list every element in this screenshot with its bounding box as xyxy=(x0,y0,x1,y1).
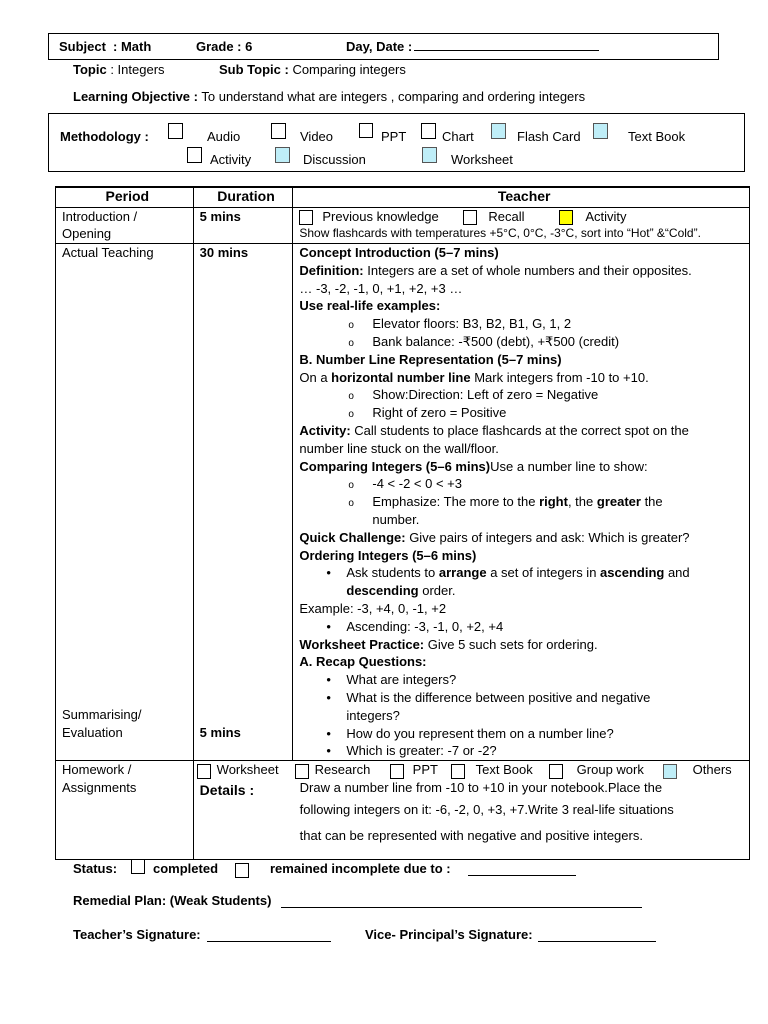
number-line-text: On a horizontal number line Mark integers from -10 to +10. xyxy=(299,369,649,385)
list-item-continuation: number. xyxy=(372,512,420,528)
hw-option-text-book: Text Book xyxy=(475,762,533,778)
checkbox-hw-text-book[interactable] xyxy=(451,764,465,779)
list-item: • What are integers? xyxy=(326,672,457,688)
date-input-line[interactable] xyxy=(414,36,599,51)
check-activity: Activity xyxy=(585,208,627,224)
list-item: o Show:Direction: Left of zero = Negative xyxy=(348,387,599,403)
checkbox-flash-card[interactable] xyxy=(491,123,506,139)
teacher-signature-line[interactable] xyxy=(207,928,331,942)
hw-option-worksheet: Worksheet xyxy=(216,762,279,778)
checkbox-hw-others[interactable] xyxy=(663,764,677,779)
list-item: o Bank balance: -₹500 (debt), +₹500 (credit) xyxy=(348,334,620,350)
definition-text: Integers are a set of whole numbers and their opposites. xyxy=(363,262,692,278)
recap-heading: A. Recap Questions: xyxy=(299,654,427,670)
methodology-label: Methodology : xyxy=(60,129,149,144)
list-item: o Elevator floors: B3, B2, B1, G, 1, 2 xyxy=(348,316,572,332)
table-row-teaching xyxy=(56,244,750,761)
checkbox-hw-group-work[interactable] xyxy=(549,764,563,779)
table-row-intro xyxy=(56,207,750,244)
list-item-text: Elevator floors: B3, B2, B1, G, 1, 2 xyxy=(372,316,572,332)
teacher-signature-label: Teacher’s Signature: xyxy=(73,927,201,942)
list-item-continuation: descending order. xyxy=(346,583,456,599)
summary-period xyxy=(62,706,141,742)
objective-value-2: , comparing and ordering integers xyxy=(390,89,586,104)
checkbox-hw-worksheet[interactable] xyxy=(197,764,211,779)
intro-checks xyxy=(299,208,749,226)
checkbox-incomplete[interactable] xyxy=(235,863,249,878)
vp-signature-label: Vice- Principal’s Signature: xyxy=(365,927,533,942)
summary-duration: 5 mins xyxy=(199,725,241,741)
list-item-text: -4 < -2 < 0 < +3 xyxy=(372,476,462,492)
remedial-line[interactable] xyxy=(281,894,642,908)
list-item-text: Right of zero = Positive xyxy=(372,405,507,421)
details-label: Details : xyxy=(199,782,255,799)
table-header-row xyxy=(56,187,750,207)
option-activity: Activity xyxy=(210,152,252,167)
vp-signature-line[interactable] xyxy=(538,928,656,942)
header-period: Period xyxy=(56,187,194,207)
intro-duration: 5 mins xyxy=(199,208,241,224)
header-box xyxy=(48,33,719,60)
status-incomplete: remained incomplete due to : xyxy=(270,861,451,876)
header-teacher: Teacher xyxy=(293,187,750,207)
option-text-book: Text Book xyxy=(628,129,686,144)
teaching-period: Actual Teaching xyxy=(62,245,154,261)
lesson-plan-table xyxy=(55,186,750,860)
objective-label: Learning Objective : xyxy=(73,89,198,104)
activity-line: Activity: Call students to place flashcards at the correct spot on the xyxy=(299,423,689,439)
checkbox-worksheet[interactable] xyxy=(422,147,437,163)
option-worksheet: Worksheet xyxy=(451,152,513,167)
hw-option-ppt: PPT xyxy=(412,762,438,778)
activity-line-2: number line stuck on the wall/floor. xyxy=(299,440,499,456)
checkbox-text-book[interactable] xyxy=(593,123,608,139)
topic-row xyxy=(73,62,165,77)
status-completed: completed xyxy=(153,861,219,876)
summary-period-2: Evaluation xyxy=(62,724,123,740)
hw-option-group-work: Group work xyxy=(576,762,644,778)
list-item: • What is the difference between positive and negative xyxy=(326,690,651,706)
intro-period-1: Introduction / xyxy=(62,208,138,224)
status-label: Status: xyxy=(73,861,118,876)
concept-intro-heading: Concept Introduction (5–7 mins) xyxy=(299,245,499,261)
number-line-heading: B. Number Line Representation (5–7 mins) xyxy=(299,351,562,367)
intro-period-2: Opening xyxy=(62,226,112,242)
summary-period-1: Summarising/ xyxy=(62,707,142,723)
check-recall: Recall xyxy=(488,208,525,224)
quick-challenge: Quick Challenge: Give pairs of integers and ask: Which is greater? xyxy=(299,529,690,545)
homework-details xyxy=(300,779,674,849)
homework-options xyxy=(194,761,749,779)
remedial-label: Remedial Plan: (Weak Students) xyxy=(73,893,272,908)
methodology-box xyxy=(48,113,745,172)
homework-detail-1: Draw a number line from -10 to +10 in your notebook.Place the xyxy=(299,780,663,796)
hw-option-others: Others xyxy=(692,762,732,778)
list-item-text: Bank balance: -₹500 (debt), +₹500 (credit) xyxy=(372,334,620,350)
homework-detail-3: that can be represented with negative and positive integers. xyxy=(299,828,643,844)
option-discussion: Discussion xyxy=(303,152,366,167)
incomplete-reason-line[interactable] xyxy=(468,862,576,876)
checkbox-activity[interactable] xyxy=(187,147,202,163)
subtopic-value: Comparing integers xyxy=(292,62,406,77)
subject-label: Subject xyxy=(59,39,106,54)
integer-sequence: … -3, -2, -1, 0, +1, +2, +3 … xyxy=(299,280,463,296)
comparing-heading: Comparing Integers (5–6 mins)Use a number line to show: xyxy=(299,458,648,474)
checkbox-ppt[interactable] xyxy=(359,123,373,138)
checkbox-hw-research[interactable] xyxy=(295,764,309,779)
example-line: Example: -3, +4, 0, -1, +2 xyxy=(299,601,447,617)
option-chart: Chart xyxy=(442,129,474,144)
list-item-continuation: integers? xyxy=(346,707,400,723)
list-item-text: Show:Direction: Left of zero = Negative xyxy=(372,387,599,403)
option-video: Video xyxy=(300,129,334,144)
option-audio: Audio xyxy=(207,129,241,144)
list-item: • Ascending: -3, -1, 0, +2, +4 xyxy=(326,618,504,634)
subtopic-row xyxy=(219,62,406,77)
checkbox-intro-activity[interactable] xyxy=(559,210,573,225)
list-item: • Ask students to arrange a set of integers in ascending and xyxy=(326,565,690,581)
subject-value: : Math xyxy=(113,39,152,54)
definition-label: Definition: xyxy=(299,262,364,278)
checkbox-chart[interactable] xyxy=(421,123,436,139)
checkbox-hw-ppt[interactable] xyxy=(390,764,404,779)
homework-period-1: Homework / xyxy=(62,762,132,778)
checkbox-recall[interactable] xyxy=(463,210,477,225)
date-label: Day, Date : xyxy=(346,39,413,54)
checkbox-audio[interactable] xyxy=(168,123,183,139)
checkbox-completed[interactable] xyxy=(131,859,145,874)
list-item: o -4 < -2 < 0 < +3 xyxy=(348,476,462,492)
checkbox-discussion[interactable] xyxy=(275,147,290,163)
subtopic-label: Sub Topic : xyxy=(219,62,289,77)
objective-value-1: To understand what are integers xyxy=(201,89,391,104)
topic-label: Topic xyxy=(73,62,107,77)
definition-line xyxy=(299,262,749,280)
worksheet-practice: Worksheet Practice: Give 5 such sets for ordering. xyxy=(299,636,598,652)
list-item: • Which is greater: -7 or -2? xyxy=(326,743,497,759)
list-item: o Emphasize: The more to the right, the greater the xyxy=(348,494,663,510)
header-duration: Duration xyxy=(193,187,293,207)
check-previous-knowledge: Previous knowledge xyxy=(322,208,439,224)
list-item: • How do you represent them on a number line? xyxy=(326,725,614,741)
checkbox-video[interactable] xyxy=(271,123,286,139)
ordering-heading: Ordering Integers (5–6 mins) xyxy=(299,547,477,563)
option-ppt: PPT xyxy=(381,129,407,144)
table-row-homework xyxy=(56,761,750,860)
homework-period-2: Assignments xyxy=(62,780,137,795)
checkbox-previous-knowledge[interactable] xyxy=(299,210,313,225)
intro-text: Show flashcards with temperatures +5°C, 0°C, -3°C, sort into “Hot” &“Cold”. xyxy=(299,226,701,241)
topic-value: : Integers xyxy=(110,62,165,77)
examples-heading: Use real-life examples: xyxy=(299,298,441,314)
hw-option-research: Research xyxy=(314,762,371,778)
grade-label: Grade : 6 xyxy=(196,39,253,54)
teaching-duration: 30 mins xyxy=(199,245,249,261)
list-item: o Right of zero = Positive xyxy=(348,405,507,421)
objective-row xyxy=(73,89,585,104)
option-flash-card: Flash Card xyxy=(517,129,581,144)
homework-detail-2: following integers on it: -6, -2, 0, +3, +7.Write 3 real-life situations xyxy=(299,802,674,818)
